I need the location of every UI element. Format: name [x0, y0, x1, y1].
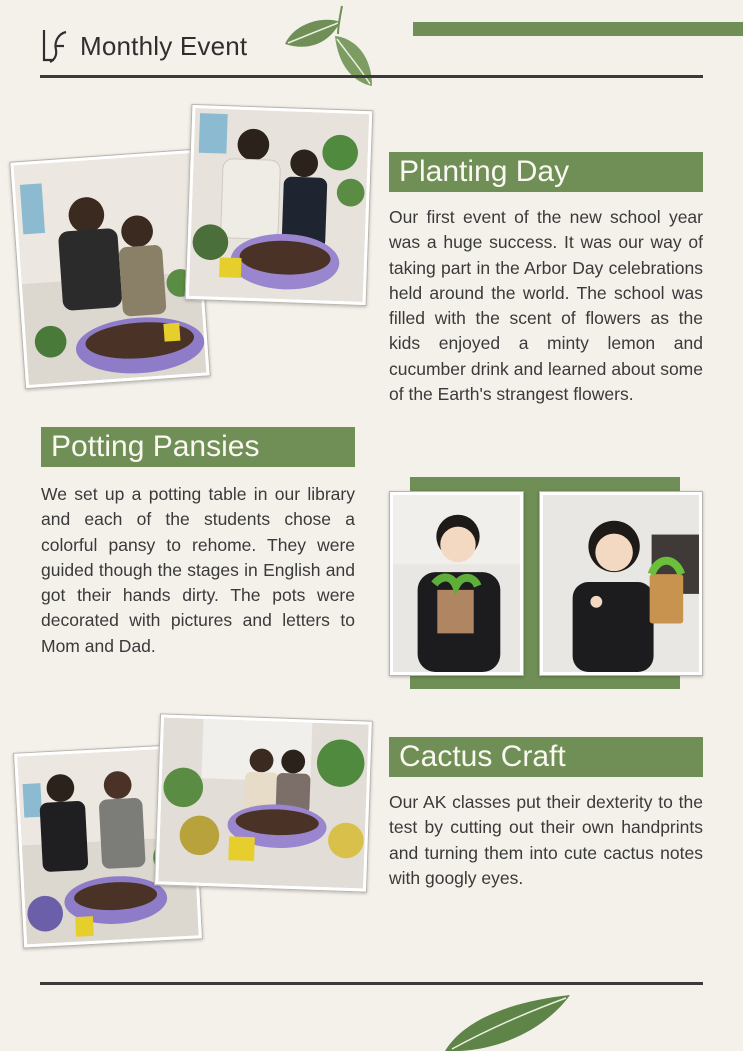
- planting-day-text: Our first event of the new school year was a huge success. It was our way of taking part in the Arbor Day celebrations held around the world. The school was filled with the scent of flowers as the kids enjoyed a minty lemon and cucumber drink and learned about some of the Earth's strangest flowers.: [389, 207, 703, 405]
- cactus-craft-heading: Cactus Craft: [389, 737, 703, 777]
- photo-students-potting-plants: [9, 149, 210, 389]
- leaf-icon: [280, 4, 380, 96]
- header-divider: [40, 75, 703, 78]
- photo-boy-holding-cactus-craft: [389, 491, 524, 676]
- photo-girls-potting-pansies: [154, 713, 373, 892]
- lk-logo-icon: [40, 26, 70, 66]
- page-title: Monthly Event: [80, 31, 248, 61]
- leaf-icon: [440, 993, 575, 1051]
- potting-pansies-text: We set up a potting table in our library and each of the students chose a colorful pansy to rehome. They were guided though the stages in English and got their hands dirty. The pots were decorated with pictures and letters to Mom and Dad.: [41, 484, 355, 656]
- planting-day-heading: Planting Day: [389, 152, 703, 192]
- potting-pansies-heading: Potting Pansies: [41, 427, 355, 467]
- photo-girl-holding-cactus-craft: [539, 491, 703, 676]
- header-accent-bar: [413, 22, 743, 36]
- photo-boys-holding-plants: [185, 104, 374, 306]
- cactus-craft-text: Our AK classes put their dexterity to the test by cutting out their own handprints and turning them into cute cactus notes with googly eyes.: [389, 792, 703, 888]
- footer-divider: [40, 982, 703, 985]
